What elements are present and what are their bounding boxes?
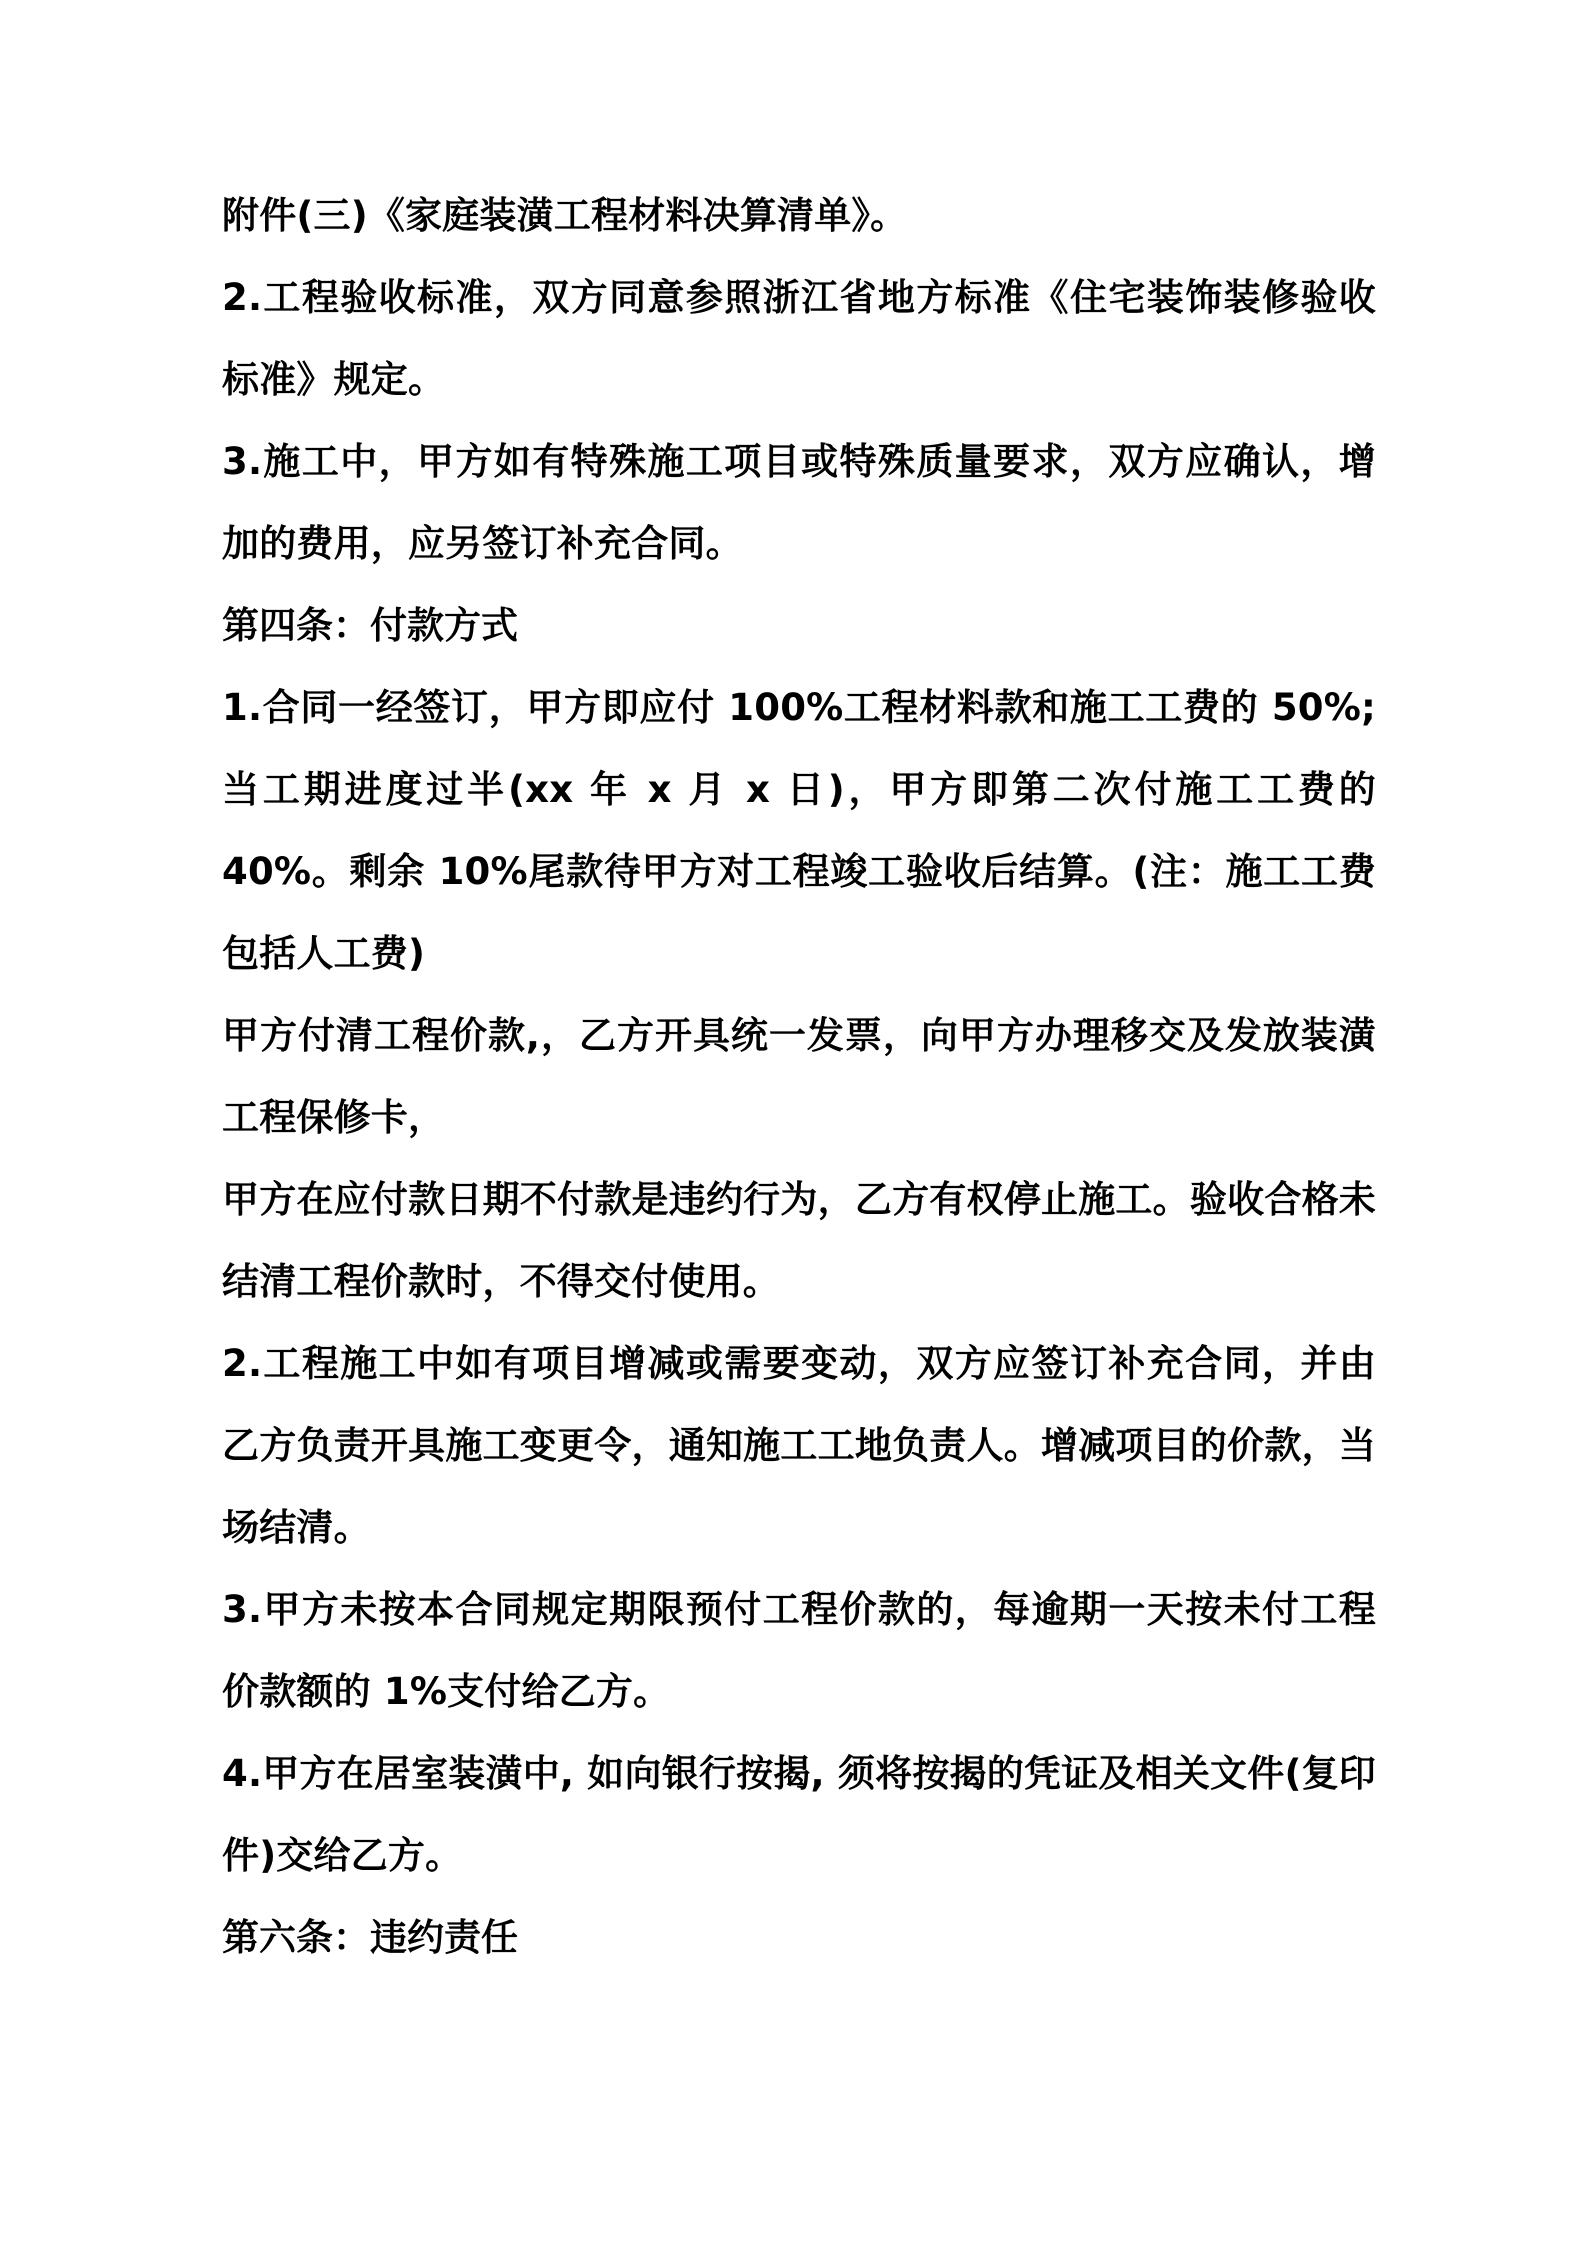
heading-article-six: 第六条：违约责任 [222,1916,518,1959]
paragraph-clause-4-1: 1.合同一经签订，甲方即应付 100%工程材料款和施工工费的 50%; 当工期进度过半(xx 年 x 月 x 日)，甲方即第二次付施工工费的 40%。剩余 10%尾款待甲方对工程竣工验收后结算。(注：施工工费包括人工费) [222,686,1390,975]
document-body [222,175,1390,1979]
paragraph-attachment-three: 附件(三)《家庭装潢工程材料决算清单》。 [222,194,908,237]
paragraph-clause-4-breach-note: 甲方在应付款日期不付款是违约行为，乙方有权停止施工。验收合格未结清工程价款时，不得交付使用。 [222,1178,1376,1303]
paragraph-clause-4-payment-note: 甲方付清工程价款,，乙方开具统一发票，向甲方办理移交及发放装潢工程保修卡， [222,1014,1376,1139]
paragraph-clause-4-3: 3.甲方未按本合同规定期限预付工程价款的，每逾期一天按未付工程价款额的 1%支付给乙方。 [222,1588,1376,1713]
paragraph-clause-4-4: 4.甲方在居室装潢中, 如向银行按揭, 须将按揭的凭证及相关文件(复印件)交给乙方。 [222,1752,1376,1877]
heading-article-four: 第四条：付款方式 [222,604,518,647]
paragraph-clause-4-2: 2.工程施工中如有项目增减或需要变动，双方应签订补充合同，并由乙方负责开具施工变更令，通知施工工地负责人。增减项目的价款，当场结清。 [222,1342,1376,1549]
paragraph-clause-3-3: 3.施工中，甲方如有特殊施工项目或特殊质量要求，双方应确认，增加的费用，应另签订补充合同。 [222,440,1376,565]
paragraph-clause-3-2: 2.工程验收标准，双方同意参照浙江省地方标准《住宅装饰装修验收标准》规定。 [222,276,1376,401]
